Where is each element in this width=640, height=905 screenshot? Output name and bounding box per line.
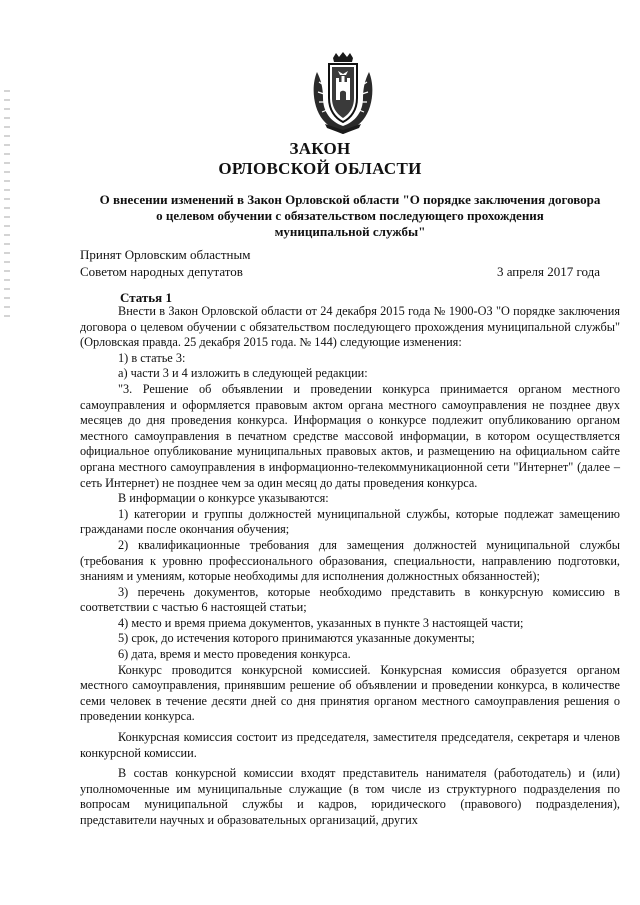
paragraph: 4) место и время приема документов, указанных в пункте 3 настоящей части;: [118, 615, 524, 630]
adoption-line: Советом народных депутатов: [80, 264, 243, 279]
region-title: ОРЛОВСКОЙ ОБЛАСТИ: [218, 159, 422, 178]
paragraph: 5) срок, до истечения которого принимаются указанные документы;: [118, 631, 475, 646]
paragraph: Конкурс проводится конкурсной комиссией. Конкурсная комиссия образуется органом местного самоуправления, принявшим решение об объявлении и проведении конкурса, в количестве семи человек в течение десяти дней со дня принятия органом местного самоуправления решения о проведении конкурса.: [80, 662, 620, 724]
paragraph: В информации о конкурсе указываются:: [118, 491, 329, 506]
paragraph: 1) категории и группы должностей муниципальной службы, которые подлежат замещению гражданами после окончания обучения;: [80, 506, 620, 537]
paragraph: В состав конкурсной комиссии входят представитель нанимателя (работодатель) и (или) уполномоченные им муниципальные служащие (в том числе из структурного подразделения по вопросам муниципальной службы и кадров, юридического (правового) подразделения), представители научных и образовательных организаций, других: [80, 766, 620, 827]
law-title: ЗАКОН: [289, 139, 351, 158]
paragraph: Внести в Закон Орловской области от 24 декабря 2015 года № 1900-ОЗ "О порядке заключения договора о целевом обучении с обязательством последующего прохождения муниципальной службы" (Орловская правда. 25 декабря 2015 года. № 144) следующие изменения:: [80, 304, 620, 350]
paragraph: Конкурсная комиссия состоит из председателя, заместителя председателя, секретаря и членов конкурсной комиссии.: [80, 730, 620, 760]
paragraph: а) части 3 и 4 изложить в следующей редакции:: [118, 366, 368, 381]
paragraph: 2) квалификационные требования для замещения должностей муниципальной службы (требования к уровню профессионального образования, специальности, направлению подготовки, знаниям и умениям, которые необходимы для исполнения должностных обязанностей);: [80, 537, 620, 584]
scan-margin-marks: [4, 90, 10, 320]
paragraph: 1) в статье 3:: [118, 350, 186, 365]
adoption-authority: [80, 246, 250, 280]
subtitle-line: муниципальной службы": [274, 224, 426, 239]
law-subtitle: [80, 192, 620, 240]
article-body: [80, 304, 620, 829]
article-heading: Статья 1: [120, 290, 172, 305]
subtitle-line: О внесении изменений в Закон Орловской области "О порядке заключения договора: [99, 192, 601, 207]
paragraph: "3. Решение об объявлении и проведении конкурса принимается органом местного самоуправления и оформляется правовым актом органа местного самоуправления не позднее двух месяцев до дня проведения конкурса. Информация о конкурсе подлежит опубликованию органом местного самоуправления в печатном средстве массовой информации, в котором осуществляется официальное опубликование муниципальных правовых актов, и размещению на официальном сайте органа местного самоуправления в информационно-телекоммуникационной сети "Интернет" (далее – сеть Интернет) не позднее чем за один месяц до даты проведения конкурса.: [80, 381, 620, 490]
paragraph: 6) дата, время и место проведения конкурса.: [118, 647, 351, 662]
subtitle-line: о целевом обучении с обязательством последующего прохождения: [156, 208, 544, 223]
coat-of-arms-emblem-icon: [309, 52, 377, 136]
adoption-date: 3 апреля 2017 года: [496, 264, 600, 279]
paragraph: 3) перечень документов, которые необходимо представить в конкурсную комиссию в соответствии с частью 6 настоящей статьи;: [80, 584, 620, 615]
adoption-line: Принят Орловским областным: [80, 247, 251, 262]
